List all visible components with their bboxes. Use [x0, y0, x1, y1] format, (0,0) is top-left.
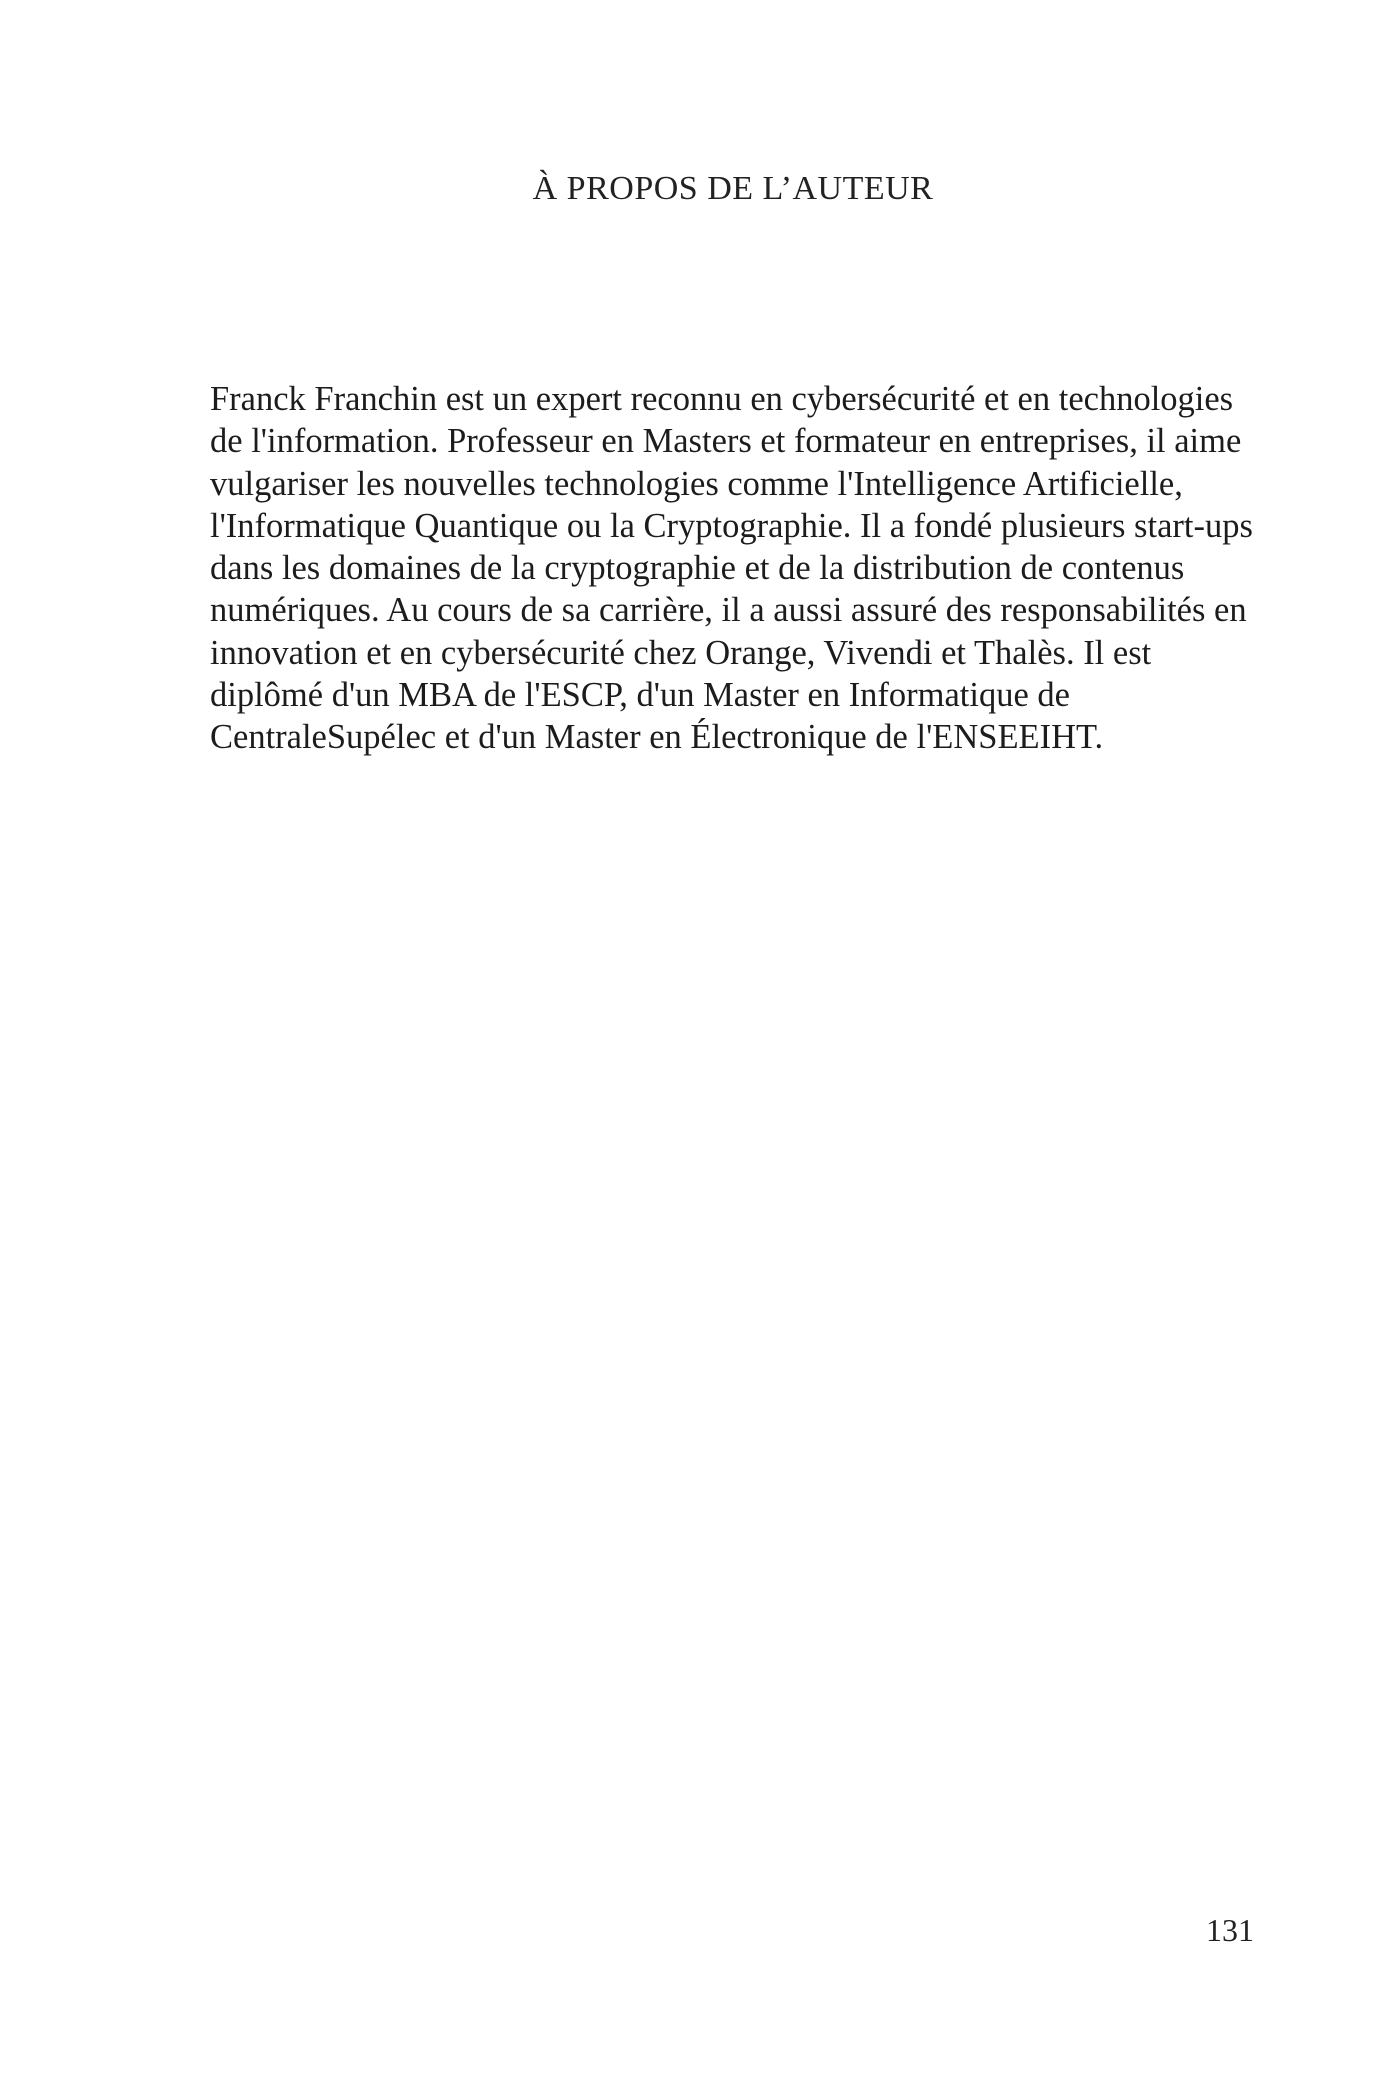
author-bio-paragraph: [210, 378, 1285, 759]
bio-line: innovation et en cybersécurité chez Orange, Vivendi et Thalès. Il est: [210, 633, 1152, 672]
bio-line: numériques. Au cours de sa carrière, il a aussi assuré des responsabilités en: [210, 591, 1247, 630]
chapter-title: À PROPOS DE L’AUTEUR: [532, 170, 934, 207]
bio-line: dans les domaines de la cryptographie et de la distribution de contenus: [210, 549, 1185, 588]
bio-line: CentraleSupélec et d'un Master en Électronique de l'ENSEEIHT.: [210, 718, 1104, 757]
page-number: 131: [1206, 1912, 1254, 1948]
bio-line: vulgariser les nouvelles technologies comme l'Intelligence Artificielle,: [210, 464, 1183, 503]
bio-line: diplômé d'un MBA de l'ESCP, d'un Master en Informatique de: [210, 676, 1070, 715]
bio-line: l'Informatique Quantique ou la Cryptographie. Il a fondé plusieurs start-ups: [210, 506, 1253, 545]
bio-line: Franck Franchin est un expert reconnu en cybersécurité et en technologies: [210, 380, 1234, 418]
bio-line: de l'information. Professeur en Masters et formateur en entreprises, il aime: [210, 422, 1242, 461]
